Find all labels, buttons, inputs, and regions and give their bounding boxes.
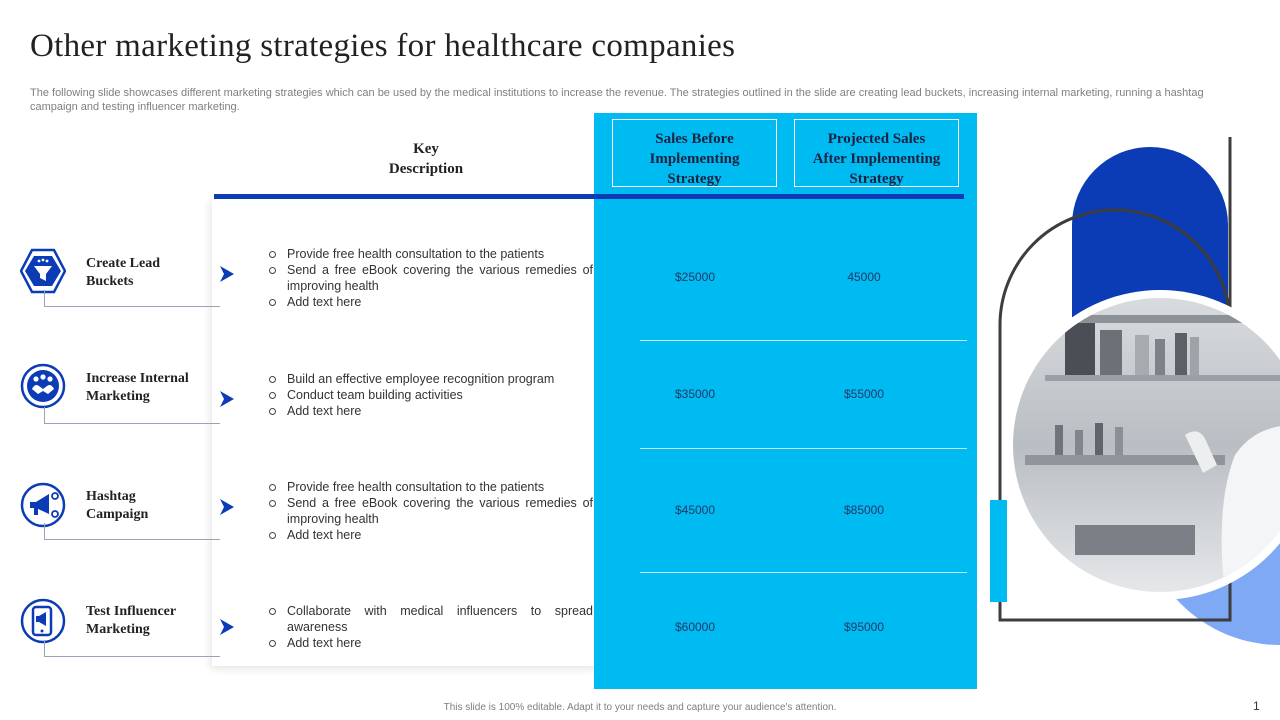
cell-sales-before: $25000	[674, 270, 716, 284]
team-handshake-icon	[20, 363, 66, 409]
bullet-list	[268, 603, 593, 651]
bullet-list	[268, 246, 593, 310]
cell-projected-sales: 45000	[847, 270, 881, 284]
decorative-graphic	[985, 125, 1280, 655]
key-description-header: Key Description	[388, 141, 464, 177]
bullet-item: Send a free eBook covering the various remedies of improving health	[268, 262, 593, 294]
footer-note: This slide is 100% editable. Adapt it to your needs and capture your audience's attention.	[443, 702, 837, 713]
label-underline	[44, 656, 220, 657]
column-header-sales-before: Sales Before Implementing Strategy	[612, 119, 777, 187]
label-underline	[44, 539, 220, 540]
phone-megaphone-icon	[20, 598, 66, 644]
bullet-list	[268, 479, 593, 543]
cell-sales-before: $60000	[674, 620, 716, 634]
strategy-label: Increase Internal Marketing	[86, 371, 189, 404]
arrow-right-icon	[218, 265, 236, 283]
bullet-item: Add text here	[268, 294, 593, 310]
label-underline	[44, 306, 220, 307]
column-header-projected-sales: Projected Sales After Implementing Strategy	[794, 119, 959, 187]
row-separator	[640, 340, 967, 341]
row-separator	[640, 572, 967, 573]
bullet-item: Add text here	[268, 527, 593, 543]
arrow-right-icon	[218, 498, 236, 516]
arrow-right-icon	[218, 618, 236, 636]
cell-sales-before: $35000	[674, 387, 716, 401]
bullet-list	[268, 371, 593, 419]
bullet-item: Add text here	[268, 403, 593, 419]
slide-subtitle: The following slide showcases different marketing strategies which can be used by the medical institutions to increase the revenue. The strategies outlined in the slide are creating lead buckets, increasing internal marketing, running a hashtag campaign and testing influencer marketing.	[30, 87, 1204, 113]
label-underline	[44, 423, 220, 424]
arrow-right-icon	[218, 390, 236, 408]
sales-table-panel	[594, 113, 977, 689]
strategy-label: Hashtag Campaign	[86, 489, 149, 522]
bullet-item: Collaborate with medical influencers to spread awareness	[268, 603, 593, 635]
bullet-item: Send a free eBook covering the various remedies of improving health	[268, 495, 593, 527]
bullet-item: Add text here	[268, 635, 593, 651]
strategy-label: Test Influencer Marketing	[86, 604, 177, 637]
bullet-item: Provide free health consultation to the patients	[268, 246, 593, 262]
page-number: 1	[1253, 699, 1260, 713]
funnel-icon	[20, 248, 66, 294]
row-separator	[640, 448, 967, 449]
bullet-item: Build an effective employee recognition program	[268, 371, 593, 387]
cell-projected-sales: $95000	[843, 620, 885, 634]
cell-projected-sales: $55000	[843, 387, 885, 401]
slide-title: Other marketing strategies for healthcare companies	[30, 28, 736, 64]
bullet-item: Conduct team building activities	[268, 387, 593, 403]
cell-sales-before: $45000	[674, 503, 716, 517]
strategy-label: Create Lead Buckets	[86, 256, 160, 289]
bullet-item: Provide free health consultation to the patients	[268, 479, 593, 495]
cell-projected-sales: $85000	[843, 503, 885, 517]
header-divider	[214, 194, 964, 199]
megaphone-icon	[20, 482, 66, 528]
